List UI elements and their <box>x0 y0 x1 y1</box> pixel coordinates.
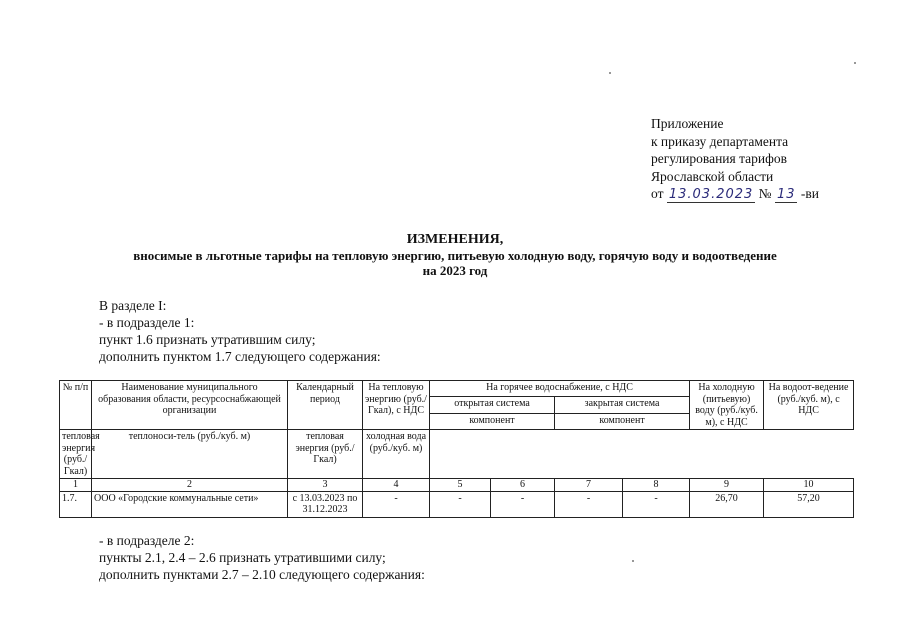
column-number: 10 <box>764 479 854 492</box>
appendix-block <box>651 115 819 204</box>
column-number: 2 <box>92 479 288 492</box>
cell-closed-cold: - <box>623 491 690 517</box>
appendix-line: регулирования тарифов <box>651 151 788 166</box>
header-open-carrier: теплоноси-тель (руб./куб. м) <box>92 430 288 479</box>
column-number-row <box>60 479 854 492</box>
intro-line: - в подразделе 1: <box>99 315 195 330</box>
handwritten-number: 13 <box>776 187 796 202</box>
document-subtitle: вносимые в льготные тарифы на тепловую энергию, питьевую холодную воду, горячую воду и водоотведение <box>133 247 777 263</box>
header-heat: На тепловую энергию (руб./Гкал), с НДС <box>363 381 430 430</box>
tariff-table <box>59 380 854 518</box>
header-component-closed: компонент <box>555 413 690 429</box>
appendix-line: Приложение <box>651 116 724 131</box>
appendix-line: Ярославской области <box>651 168 774 184</box>
handwritten-date: 13.03.2023 <box>668 187 754 202</box>
header-closed-cold: холодная вода (руб./куб. м) <box>363 430 430 479</box>
header-cold-water: На холодную (питьевую) воду (руб./куб. м), с НДС <box>690 381 764 430</box>
cell-name: ООО «Городские коммунальные сети» <box>92 491 288 517</box>
table-row <box>60 491 854 517</box>
table-header-row <box>60 430 854 479</box>
outro-line: пункты 2.1, 2.4 – 2.6 признать утратившими силу; <box>99 550 386 565</box>
intro-line: В разделе I: <box>99 298 167 313</box>
header-component-open: компонент <box>430 413 555 429</box>
column-number: 9 <box>690 479 764 492</box>
intro-line: пункт 1.6 признать утратившим силу; <box>99 332 316 347</box>
cell-open-carrier: - <box>491 491 555 517</box>
header-open-system: открытая система <box>430 397 555 413</box>
cell-open-heat: - <box>430 491 491 517</box>
cell-num: 1.7. <box>60 491 92 517</box>
column-number: 3 <box>288 479 363 492</box>
column-number: 4 <box>363 479 430 492</box>
scan-speck <box>632 560 634 562</box>
cell-sewage: 57,20 <box>764 491 854 517</box>
cell-closed-heat: - <box>555 491 623 517</box>
column-number: 5 <box>430 479 491 492</box>
cell-heat: - <box>363 491 430 517</box>
column-number: 8 <box>623 479 690 492</box>
number-prefix: № <box>758 186 772 201</box>
header-period: Календарный период <box>288 381 363 430</box>
outro-line: - в подразделе 2: <box>99 533 195 548</box>
header-sewage: На водоот-ведение (руб./куб. м), с НДС <box>764 381 854 430</box>
header-closed-heat: тепловая энергия (руб./Гкал) <box>288 430 363 479</box>
header-num: № п/п <box>60 381 92 430</box>
outro-text <box>99 532 425 583</box>
cell-period: с 13.03.2023 по 31.12.2023 <box>288 491 363 517</box>
header-open-heat: тепловая энергия (руб./Гкал) <box>60 430 92 479</box>
cell-cold-water: 26,70 <box>690 491 764 517</box>
column-number: 1 <box>60 479 92 492</box>
intro-text <box>99 297 381 365</box>
document-heading <box>60 232 850 279</box>
appendix-line: к приказу департамента <box>651 133 789 149</box>
document-year: на 2023 год <box>422 263 488 278</box>
date-prefix: от <box>651 186 664 201</box>
column-number: 6 <box>491 479 555 492</box>
header-name: Наименование муниципального образования области, ресурсоснабжающей организации <box>92 381 288 430</box>
order-date-line <box>651 185 819 204</box>
scan-speck <box>609 72 611 74</box>
document-title: ИЗМЕНЕНИЯ, <box>406 232 504 247</box>
number-suffix: -ви <box>800 186 819 201</box>
scan-speck <box>854 62 856 64</box>
header-closed-system: закрытая система <box>555 397 690 413</box>
outro-line: дополнить пунктами 2.7 – 2.10 следующего содержания: <box>99 567 425 582</box>
intro-line: дополнить пунктом 1.7 следующего содержания: <box>99 349 381 364</box>
header-hot-water: На горячее водоснабжение, с НДС <box>430 381 690 397</box>
column-number: 7 <box>555 479 623 492</box>
table-header-row <box>60 381 854 397</box>
